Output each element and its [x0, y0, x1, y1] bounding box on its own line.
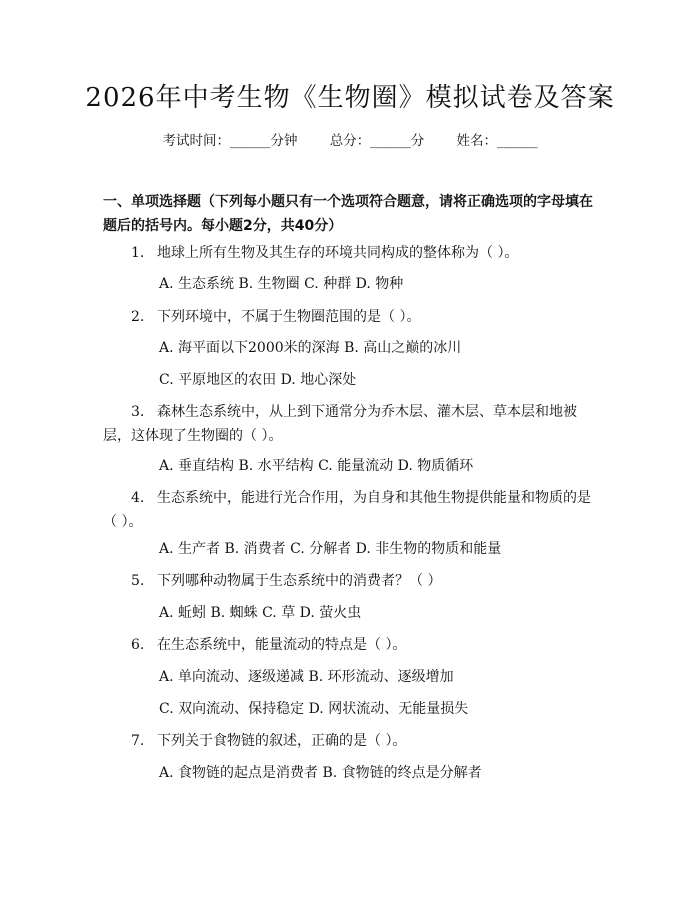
page-title: 2026年中考生物《生物圈》模拟试卷及答案 — [85, 83, 615, 113]
question-number: 4. — [131, 490, 145, 506]
question-text: 森林生态系统中，从上到下通常分为乔木层、灌木层、草本层和地被层，这体现了生物圈的（ ）。 — [103, 404, 577, 444]
question-3-options: A. 垂直结构 B. 水平结构 C. 能量流动 D. 物质循环 — [159, 458, 474, 474]
question-text: 在生态系统中，能量流动的特点是（ ）。 — [157, 637, 407, 653]
question-number: 3. — [131, 404, 145, 420]
question-number: 1. — [131, 245, 145, 261]
question-number: 5. — [131, 573, 145, 589]
question-5-options: A. 蚯蚓 B. 蜘蛛 C. 草 D. 萤火虫 — [159, 605, 362, 621]
question-7 — [103, 729, 600, 753]
question-2-options-line-1: A. 海平面以下2000米的深海 B. 高山之巅的冰川 — [159, 340, 462, 356]
question-text: 下列环境中，不属于生物圈范围的是（ ）。 — [157, 309, 421, 325]
question-6 — [103, 633, 600, 657]
question-number: 2. — [131, 309, 145, 325]
question-3 — [103, 400, 600, 448]
question-6-options-line-2: C. 双向流动、保持稳定 D. 网状流动、无能量损失 — [159, 701, 469, 717]
question-text: 生态系统中，能进行光合作用，为自身和其他生物提供能量和物质的是（ ）。 — [103, 490, 591, 530]
question-1 — [103, 241, 600, 265]
question-number: 6. — [131, 637, 145, 653]
total-score-label: 总分：______分 — [329, 133, 425, 149]
question-4-options: A. 生产者 B. 消费者 C. 分解者 D. 非生物的物质和能量 — [159, 541, 502, 557]
exam-time-label: 考试时间：______分钟 — [162, 133, 298, 149]
exam-info — [0, 130, 700, 152]
question-number: 7. — [131, 733, 145, 749]
question-text: 下列哪种动物属于生态系统中的消费者？（ ） — [157, 573, 442, 589]
question-4 — [103, 486, 600, 534]
question-text: 地球上所有生物及其生存的环境共同构成的整体称为（ ）。 — [157, 245, 519, 261]
question-text: 下列关于食物链的叙述，正确的是（ ）。 — [157, 733, 407, 749]
question-7-options: A. 食物链的起点是消费者 B. 食物链的终点是分解者 — [159, 765, 482, 781]
section-header-single-choice: 一、单项选择题（下列每小题只有一个选项符合题意，请将正确选项的字母填在题后的括号内。每小题2分，共40分） — [103, 194, 593, 234]
question-2-options-line-2: C. 平原地区的农田 D. 地心深处 — [159, 372, 357, 388]
question-1-options: A. 生态系统 B. 生物圈 C. 种群 D. 物种 — [159, 276, 404, 292]
name-label: 姓名：______ — [456, 133, 538, 149]
question-5 — [103, 569, 600, 593]
question-2 — [103, 305, 600, 329]
question-6-options-line-1: A. 单向流动、逐级递减 B. 环形流动、逐级增加 — [159, 669, 454, 685]
